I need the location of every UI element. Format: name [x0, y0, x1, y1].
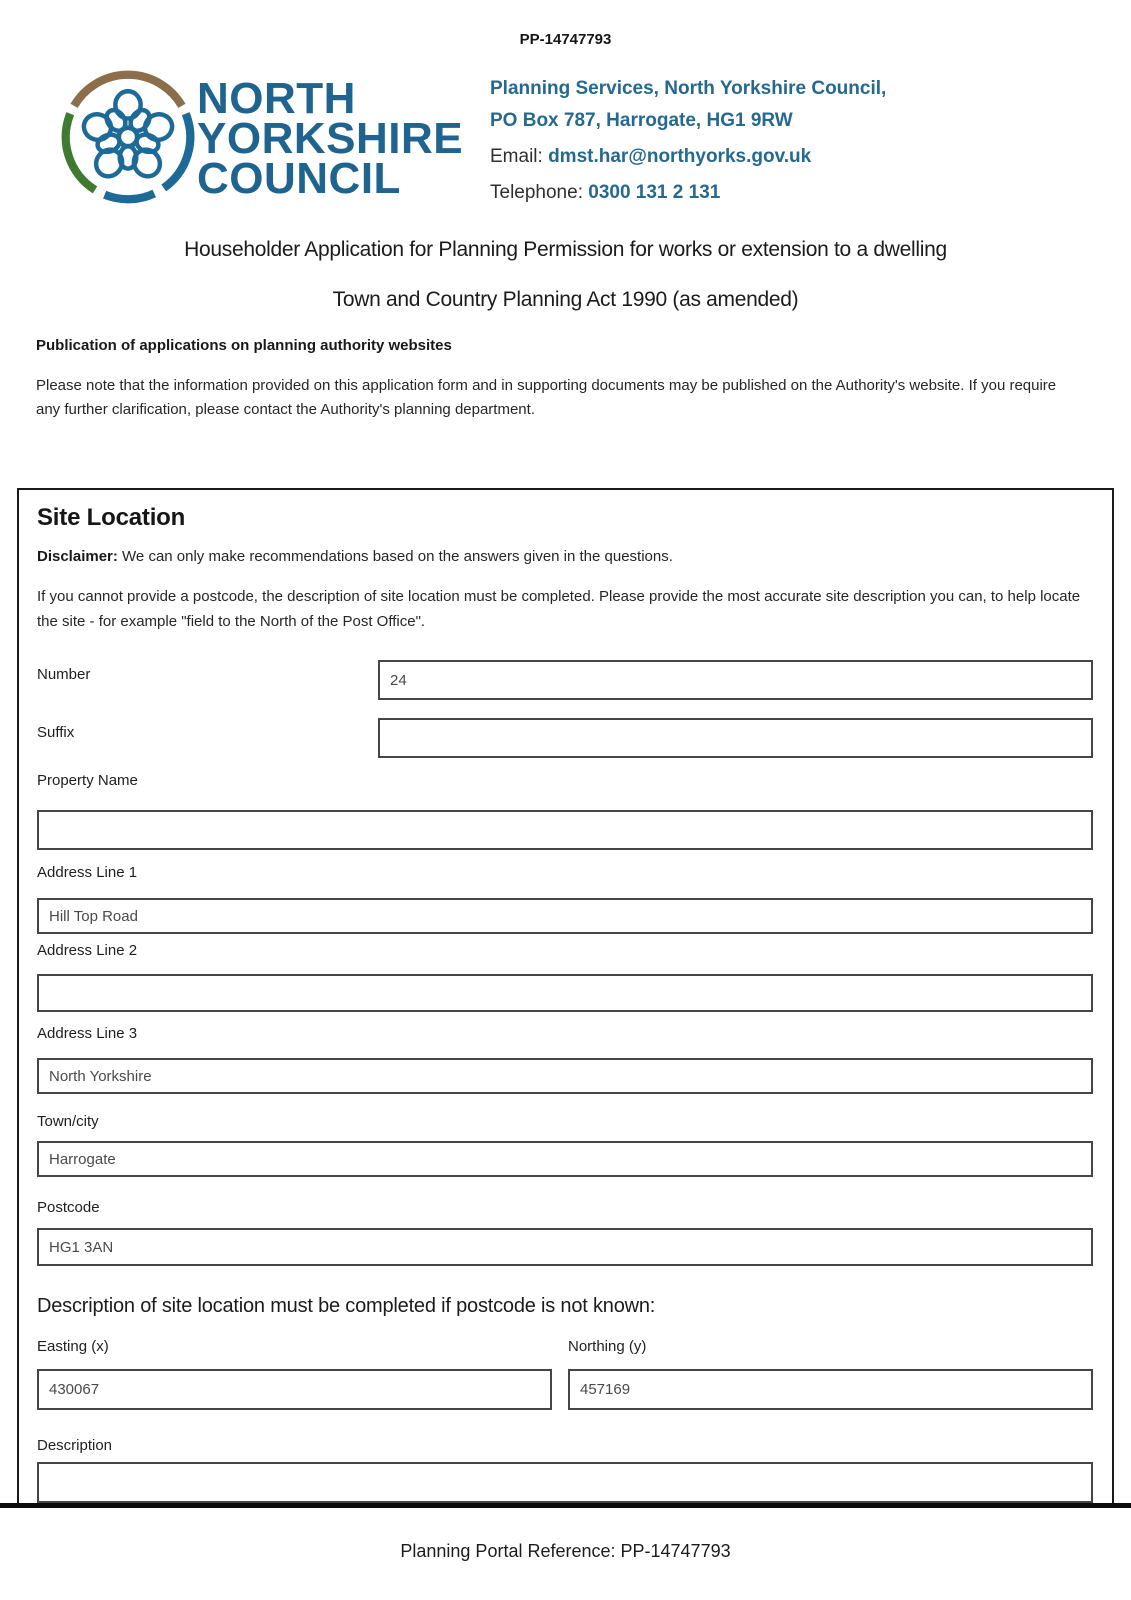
wordmark-line-council: COUNCIL: [197, 154, 401, 203]
authority-phone-line: [490, 181, 720, 204]
address-line-3-label: Address Line 3: [37, 1025, 138, 1042]
address-line-2-label: Address Line 2: [37, 942, 138, 959]
wordmark-line-north: NORTH: [197, 74, 356, 123]
authority-email-line: [490, 145, 811, 168]
disclaimer-line: [37, 548, 673, 565]
property-name-input[interactable]: [37, 810, 1093, 850]
site-location-heading: Site Location: [37, 504, 186, 531]
page-divider: [0, 1503, 1131, 1508]
publication-body: Please note that the information provided on this application form and in supporting documents may be published on the Authority's website. If you require any further clarification, please contact the Authority's planning department.: [36, 377, 1057, 418]
planning-portal-reference-footer: Planning Portal Reference: PP-14747793: [400, 1541, 731, 1561]
address-line-2-input[interactable]: [37, 974, 1093, 1012]
application-reference: PP-14747793: [519, 31, 612, 48]
easting-input[interactable]: [37, 1369, 552, 1410]
description-input[interactable]: [37, 1462, 1093, 1503]
phone-value: 0300 131 2 131: [588, 182, 721, 203]
disclaimer-text: We can only make recommendations based on the answers given in the questions.: [117, 548, 673, 565]
publication-heading: Publication of applications on planning authority websites: [36, 337, 452, 354]
easting-label: Easting (x): [37, 1338, 109, 1355]
email-label: Email:: [490, 146, 549, 167]
postcode-input[interactable]: [37, 1228, 1093, 1266]
council-wordmark: [197, 74, 464, 203]
email-value: dmst.har@northyorks.gov.uk: [548, 146, 812, 167]
description-requirement-heading: Description of site location must be completed if postcode is not known:: [37, 1295, 656, 1317]
property-name-label: Property Name: [37, 772, 138, 789]
number-input[interactable]: [378, 660, 1093, 700]
form-subtitle: Town and Country Planning Act 1990 (as amended): [332, 288, 799, 311]
description-label: Description: [37, 1437, 113, 1454]
suffix-label: Suffix: [37, 724, 75, 741]
northing-label: Northing (y): [568, 1338, 647, 1355]
authority-address: PO Box 787, Harrogate, HG1 9RW: [490, 110, 793, 131]
form-title: Householder Application for Planning Permission for works or extension to a dwelling: [184, 238, 947, 261]
site-location-intro: If you cannot provide a postcode, the description of site location must be completed. Please provide the most accurate site description you can, to help locate the site - for example "field to the North of the Post Office".: [37, 588, 1081, 630]
suffix-input[interactable]: [378, 718, 1093, 758]
authority-name: Planning Services, North Yorkshire Council,: [490, 78, 887, 99]
wordmark-line-yorkshire: YORKSHIRE: [197, 114, 464, 163]
town-city-input[interactable]: [37, 1141, 1093, 1177]
north-yorkshire-council-logo-icon: [55, 64, 201, 210]
town-city-label: Town/city: [37, 1113, 99, 1130]
phone-label: Telephone:: [490, 182, 589, 203]
address-line-1-label: Address Line 1: [37, 864, 138, 881]
address-line-1-input[interactable]: [37, 898, 1093, 934]
yorkshire-rose-icon: [81, 91, 176, 181]
disclaimer-label: Disclaimer:: [37, 548, 118, 565]
number-label: Number: [37, 666, 91, 683]
address-line-3-input[interactable]: [37, 1058, 1093, 1094]
postcode-label: Postcode: [37, 1199, 100, 1216]
northing-input[interactable]: [568, 1369, 1093, 1410]
